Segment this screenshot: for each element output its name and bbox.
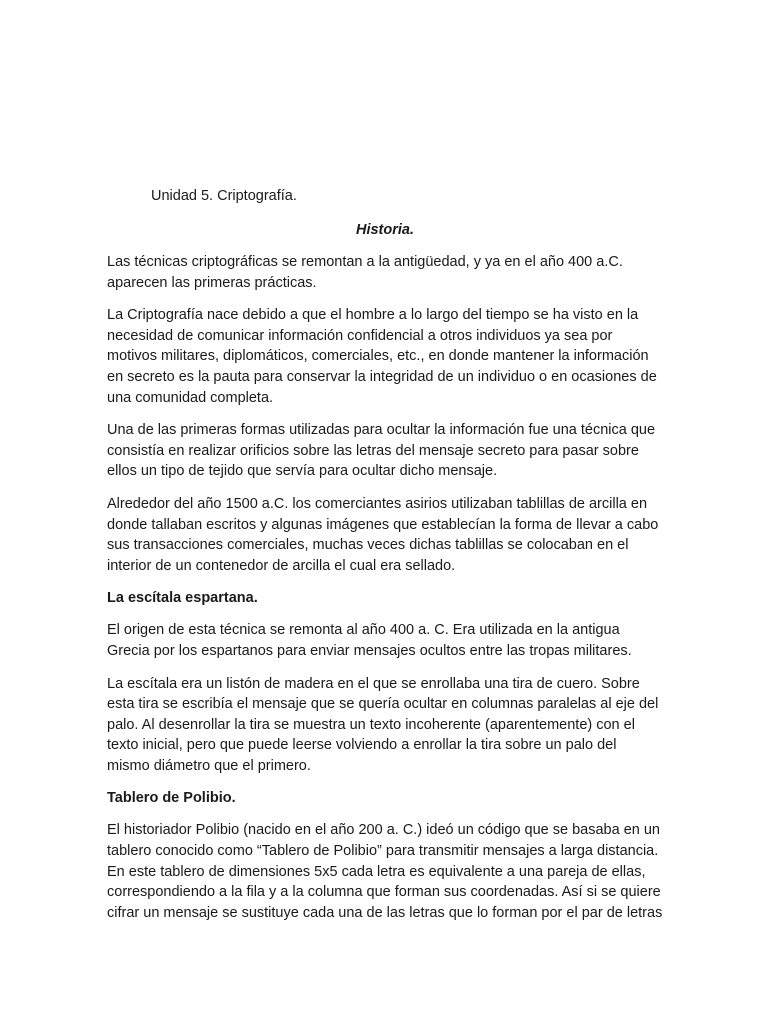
section-title: Historia. [355,222,414,238]
paragraph-intro-4: Alrededor del año 1500 a.C. los comerciantes asirios utilizaban tablillas de arcilla en donde tallaban escritos y algunas imágenes que establecían la forma de llevar a cabo sus transacciones comerciales, muchas veces dichas tablillas se colocaban en el interior de un contenedor de arcilla el cual era sellado. [107,495,659,574]
paragraph-polybius-1: El historiador Polibio (nacido en el año 200 a. C.) ideó un código que se basaba en un tablero conocido como “Tablero de Polibio” para transmitir mensajes a larga distancia. En este tablero de dimensiones 5x5 cada letra es equivalente a una pareja de ellas, correspondiendo a la fila y a la columna que forman sus coordenadas. Así si se quiere cifrar un mensaje se sustituye cada una de las letras que lo forman por el par de letras [107,822,663,921]
paragraph-intro-1: Las técnicas criptográficas se remontan a la antigüedad, y ya en el año 400 a.C. aparecen las primeras prácticas. [107,254,623,291]
paragraph-intro-3: Una de las primeras formas utilizadas para ocultar la información fue una técnica que consistía en realizar orificios sobre las letras del mensaje secreto para pasar sobre ellos un tipo de tejido que servía para ocultar dicho mensaje. [107,422,656,480]
document-body [107,186,663,935]
unit-title: Unidad 5. Criptografía. [151,188,297,204]
paragraph-intro-2: La Criptografía nace debido a que el hombre a lo largo del tiempo se ha visto en la necesidad de comunicar información confidencial a otros individuos ya sea por motivos militares, diplomáticos, comerciales, etc., en donde mantener la información en secreto es la pauta para conservar la integridad de un individuo o en ocasiones de una comunidad completa. [107,307,657,406]
heading-polybius: Tablero de Polibio. [107,790,236,807]
heading-scytale: La escítala espartana. [107,590,258,607]
paragraph-scytale-1: El origen de esta técnica se remonta al año 400 a. C. Era utilizada en la antigua Grecia por los espartanos para enviar mensajes ocultos entre las tropas militares. [107,622,632,659]
paragraph-scytale-2: La escítala era un listón de madera en el que se enrollaba una tira de cuero. Sobre esta tira se escribía el mensaje que se quería ocultar en columnas paralelas al eje del palo. Al desenrollar la tira se muestra un texto incoherente (aparentemente) con el texto inicial, pero que puede leerse volviendo a enrollar la tira sobre un palo del mismo diámetro que el primero. [107,675,659,774]
